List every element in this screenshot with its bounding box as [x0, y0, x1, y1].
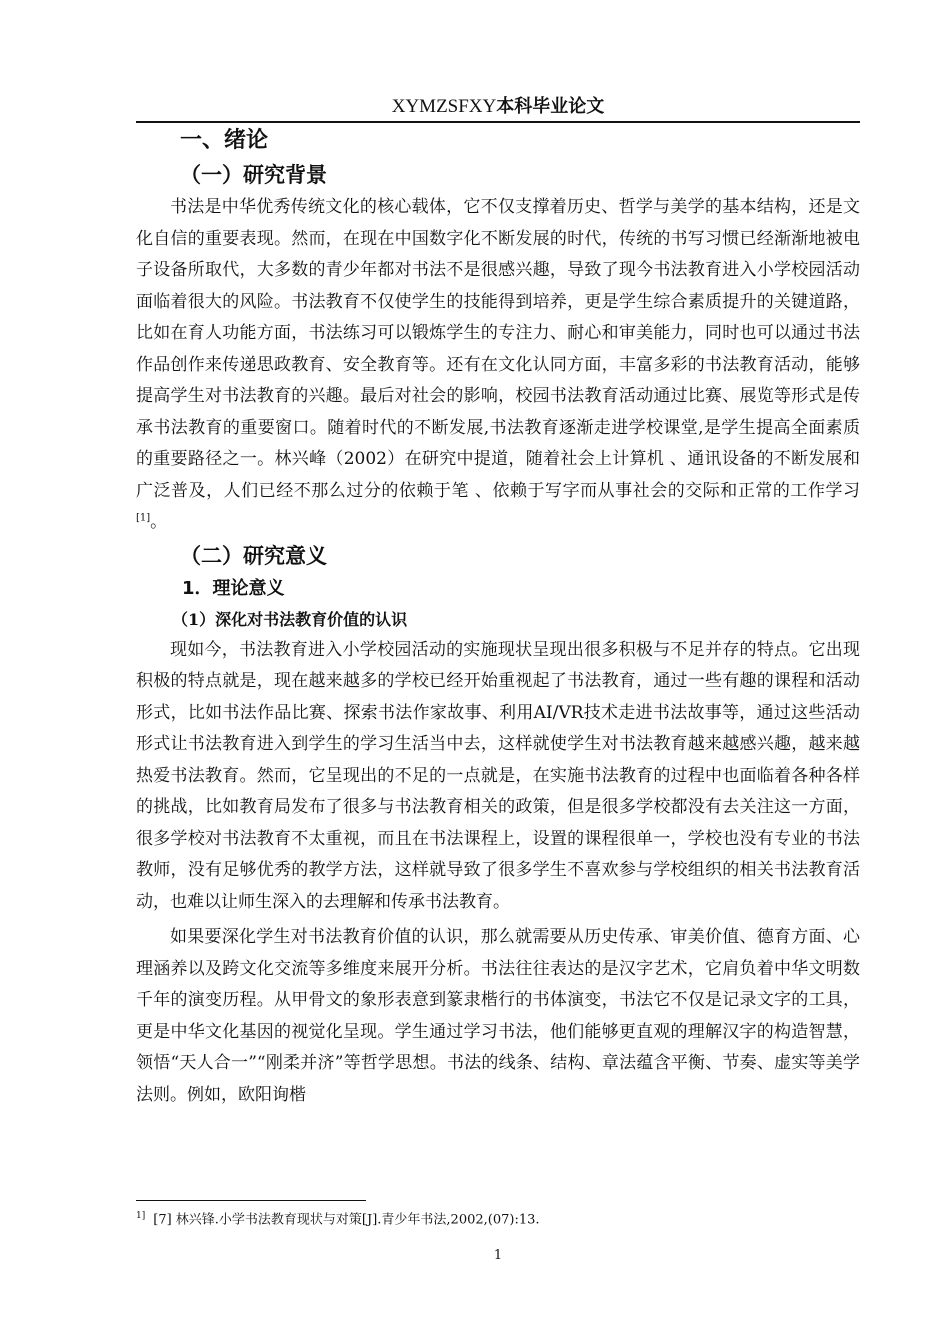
footnote-text: [7] 林兴锋.小学书法教育现状与对策[J].青少年书法,2002,(07):13.	[153, 1212, 540, 1228]
paragraph-background-end: 。	[150, 512, 168, 532]
paragraph-status: 现如今，书法教育进入小学校园活动的实施现状呈现出很多积极与不足并存的特点。它出现积极的特点就是，现在越来越多的学校已经开始重视起了书法教育，通过一些有趣的课程和活动形式，比如书法作品比赛、探索书法作家故事、利用AI/VR技术走进书法故事等，通过这些活动形式让书法教育进入到学生的学习生活当中去，这样就使学生对书法教育越来越感兴趣，越来越热爱书法教育。然而，它呈现出的不足的一点就是，在实施书法教育的过程中也面临着各种各样的挑战，比如教育局发布了很多与书法教育相关的政策，但是很多学校都没有去关注这一方面，很多学校对书法教育不太重视，而且在书法课程上，设置的课程很单一，学校也没有专业的书法教师，没有足够优秀的教学方法，这样就导致了很多学生不喜欢参与学校组织的相关书法教育活动，也难以让师生深入的去理解和传承书法教育。	[136, 639, 860, 912]
footnote	[136, 1206, 860, 1230]
footnote-rule	[136, 1200, 366, 1201]
header-rule	[136, 121, 860, 123]
heading-deepen-understanding: （1）深化对书法教育价值的认识	[172, 609, 408, 629]
heading-theoretical-significance: 1．理论意义	[182, 577, 285, 599]
paragraph-value: 如果要深化学生对书法教育价值的认识，那么就需要从历史传承、审美价值、德育方面、心理涵养以及跨文化交流等多维度来展开分析。书法往往表达的是汉字艺术，它肩负着中华文明数千年的演变历程。从甲骨文的象形表意到篆隶楷行的书体演变，书法它不仅是记录文字的工具，更是中华文化基因的视觉化呈现。学生通过学习书法，他们能够更直观的理解汉字的构造智慧，领悟“天人合一”“刚柔并济”等哲学思想。书法的线条、结构、章法蕴含平衡、节奏、虚实等美学法则。例如，欧阳询楷	[136, 927, 860, 1105]
footnote-mark: 1]	[136, 1211, 146, 1221]
running-header	[136, 94, 860, 120]
paragraph-background	[136, 192, 860, 539]
body-content	[136, 124, 860, 1111]
heading-introduction: 一、绪论	[180, 128, 269, 153]
header-chinese: 本科毕业论文	[496, 96, 605, 117]
heading-research-significance: （二）研究意义	[180, 543, 327, 568]
page-number: 1	[493, 1248, 503, 1263]
header-latin: XYMZSFXY	[391, 96, 497, 117]
citation-ref-1[interactable]: [1]	[136, 512, 151, 524]
paragraph-background-text: 书法是中华优秀传统文化的核心载体，它不仅支撑着历史、哲学与美学的基本结构，还是文化自信的重要表现。然而，在现在中国数字化不断发展的时代，传统的书写习惯已经渐渐地被电子设备所取代，大多数的青少年都对书法不是很感兴趣，导致了现今书法教育进入小学校园活动面临着很大的风险。书法教育不仅使学生的技能得到培养，更是学生综合素质提升的关键道路，比如在育人功能方面，书法练习可以锻炼学生的专注力、耐心和审美能力，同时也可以通过书法作品创作来传递思政教育、安全教育等。还有在文化认同方面，丰富多彩的书法教育活动，能够提高学生对书法教育的兴趣。最后对社会的影响，校园书法教育活动通过比赛、展览等形式是传承书法教育的重要窗口。随着时代的不断发展,书法教育逐渐走进学校课堂,是学生提高全面素质的重要路径之一。林兴峰（2002）在研究中提道，随着社会上计算机 、通讯设备的不断发展和广泛普及，人们已经不那么过分的依赖于笔 、依赖于写字而从事社会的交际和正常的工作学习	[136, 197, 860, 501]
heading-research-background: （一）研究背景	[180, 163, 327, 187]
